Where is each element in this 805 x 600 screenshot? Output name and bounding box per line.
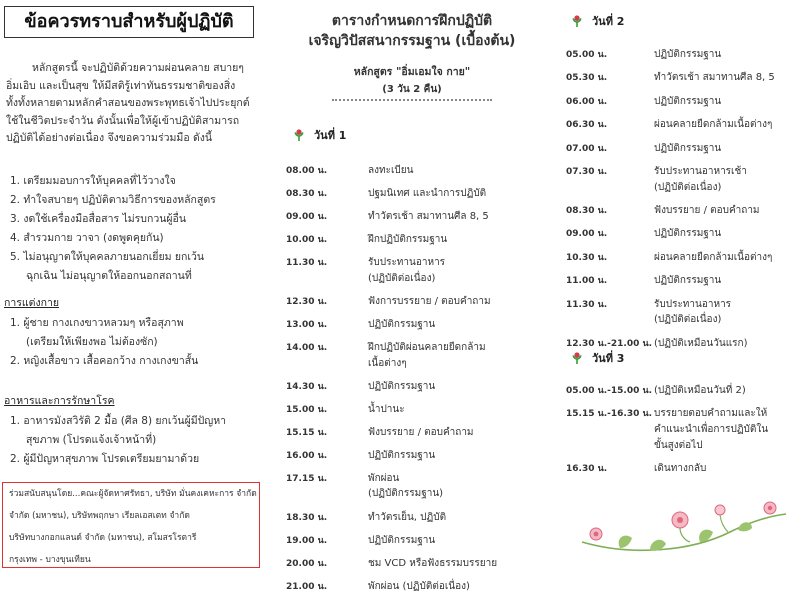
schedule-time: 11.30 น. (286, 258, 328, 269)
dress-list (10, 314, 264, 371)
schedule-time: 06.00 น. (566, 96, 608, 107)
day-3-heading (570, 349, 624, 367)
schedule-time: 12.30 น. (286, 296, 328, 307)
dotted-divider (332, 99, 492, 101)
schedule-time: 14.30 น. (286, 381, 328, 392)
intro-line: อิ่มเอิบ และเป็นสุข ให้มีสติรู้เท่าทันธรรมชาติของสิ่ง (6, 79, 236, 92)
day-1-heading (292, 126, 346, 144)
schedule-time: 12.30 น.-21.00 น. (566, 338, 653, 349)
schedule-time: 19.00 น. (286, 535, 328, 546)
schedule-subtitle: เจริญวิปัสสนากรรมฐาน (เบื้องต้น) (308, 33, 516, 49)
schedule-activity: (ปฏิบัติกรรมฐาน) (368, 488, 444, 500)
schedule-title: ตารางกำหนดการฝึกปฏิบัติ (331, 13, 493, 29)
day-2-label: วันที่ 2 (592, 15, 625, 28)
schedule-activity: ฟังบรรยาย / ตอบคำถาม (368, 426, 474, 438)
day-3-label: วันที่ 3 (592, 352, 625, 365)
schedule-activity: ปฏิบัติกรรมฐาน (368, 449, 436, 461)
schedule-activity: ปฏิบัติกรรมฐาน (368, 319, 436, 330)
schedule-activity: ปฏิบัติกรรมฐาน (368, 534, 436, 546)
schedule-time: 16.00 น. (286, 450, 328, 461)
schedule-activity: เนื้อต่างๆ (368, 357, 407, 369)
schedule-time: 15.00 น. (286, 404, 328, 415)
schedule-activity: เดินทางกลับ (654, 463, 707, 474)
intro-line: หลักสูตรนี้ จะปฏิบัติด้วยความผ่อนคลาย สบายๆ (32, 62, 244, 74)
schedule-activity: ฟังการบรรยาย / ตอบคำถาม (368, 295, 491, 307)
schedule-activity: (ปฏิบัติเหมือนวันแรก) (654, 337, 748, 349)
intro-line: ใช้ในชีวิตประจำวัน ดังนั้นเพื่อให้ผู้เข้าปฏิบัติสามารถ (6, 114, 240, 127)
list-item: 5. ไม่อนุญาตให้บุคคลภายนอกเยี่ยม ยกเว้น ฉุกเฉิน ไม่อนุญาตให้ออกนอกสถานที่ (10, 251, 205, 282)
list-item: 1. อาหารมังสวิรัติ 2 มื้อ (ศีล 8) ยกเว้นผู้มีปัญหา สุขภาพ (โปรดแจ้งเจ้าหน้าที่) (10, 415, 227, 446)
schedule-time: 15.15 น.-16.30 น. (566, 409, 653, 420)
schedule-time: 05.30 น. (566, 73, 608, 84)
schedule-activity: พักผ่อน (368, 473, 400, 484)
schedule-activity: ผ่อนคลายยืดกล้ามเนื้อต่างๆ (654, 251, 773, 263)
schedule-time: 17.15 น. (286, 474, 328, 484)
list-item: 2. หญิงเสื้อขาว เสื้อคอกว้าง กางเกงขาสั้น (10, 355, 199, 367)
page-title: ข้อควรทราบสำหรับผู้ปฏิบัติ (4, 6, 254, 38)
schedule-activity: รับประทานอาหาร (368, 257, 446, 269)
schedule-time: 05.00 น. (566, 50, 608, 60)
list-item: 2. ทำใจสบายๆ ปฏิบัติตามวิธีการของหลักสูตร (10, 194, 216, 206)
schedule-activity: น้ำปานะ (368, 403, 405, 415)
schedule-activity: รับประทานอาหารเช้า (654, 166, 747, 177)
schedule-activity: (ปฏิบัติต่อเนื่อง) (654, 314, 722, 326)
schedule-time: 13.00 น. (286, 320, 328, 330)
schedule-activity: ปฏิบัติกรรมฐาน (368, 380, 436, 392)
schedule-time: 11.00 น. (566, 276, 608, 287)
schedule-activity: ทำวัตรเช้า สมาทานศีล 8, 5 (654, 72, 775, 84)
schedule-time: 10.00 น. (286, 235, 328, 246)
schedule-activity: ปฏิบัติกรรมฐาน (654, 275, 722, 287)
schedule-time: 14.00 น. (286, 343, 328, 354)
schedule-activity: (ปฏิบัติเหมือนวันที่ 2) (654, 385, 746, 396)
intro-line: ปฏิบัติได้อย่างต่อเนื่อง จึงขอความร่วมมือ ดังนี้ (6, 132, 213, 144)
schedule-time: 09.00 น. (286, 212, 328, 223)
schedule-time: 15.15 น. (286, 427, 328, 438)
dress-heading: การแต่งกาย (4, 297, 60, 309)
floral-decoration (580, 498, 790, 556)
course-name: หลักสูตร "อิ่มเอมใจ กาย" (353, 66, 471, 78)
schedule-time: 06.30 น. (566, 120, 608, 131)
schedule-activity: บรรยายตอบคำถามและให้ (654, 408, 768, 420)
list-item: 2. ผู้มีปัญหาสุขภาพ โปรดเตรียมยามาด้วย (10, 453, 200, 465)
food-list (10, 412, 264, 469)
schedule-activity: ชม VCD หรือฟังธรรมบรรยาย (368, 557, 498, 569)
schedule-activity: ขั้นสูงต่อไป (654, 439, 703, 451)
sponsor-note-box (2, 482, 260, 568)
schedule-activity: ผ่อนคลายยืดกล้ามเนื้อต่างๆ (654, 119, 773, 131)
course-duration: (3 วัน 2 คืน) (382, 84, 442, 95)
schedule-activity: ปฏิบัติกรรมฐาน (654, 95, 722, 107)
schedule-activity: ลงทะเบียน (368, 165, 414, 176)
schedule-time: 07.30 น. (566, 167, 608, 177)
schedule-time: 11.30 น. (566, 299, 608, 310)
schedule-time: 07.00 น. (566, 143, 608, 154)
food-heading: อาหารและการรักษาโรค (4, 395, 115, 407)
schedule-activity: (ปฏิบัติต่อเนื่อง) (654, 181, 722, 193)
schedule-activity: ฝึกปฏิบัติผ่อนคลายยืดกล้าม (368, 342, 486, 354)
rules-list (10, 172, 264, 286)
schedule-activity: ฟังบรรยาย / ตอบคำถาม (654, 205, 760, 216)
list-item: 1. เตรียมมอบการให้บุคคลที่ไว้วางใจ (10, 175, 176, 187)
schedule-activity: (ปฏิบัติต่อเนื่อง) (368, 272, 436, 284)
flower-icon (570, 14, 584, 28)
schedule-activity: คำแนะนำเพื่อการปฏิบัติใน (654, 424, 769, 435)
sponsor-line: กรุงเทพ - บางขุนเทียน (9, 555, 91, 565)
schedule-activity: รับประทานอาหาร (654, 298, 732, 310)
day-2-heading (570, 12, 624, 30)
schedule-time: 08.00 น. (286, 166, 328, 176)
schedule-activity: ทำวัตรเย็น, ปฏิบัติ (368, 511, 447, 523)
schedule-time: 18.30 น. (286, 512, 328, 523)
schedule-activity: ปฐมนิเทศ และนำการปฏิบัติ (368, 188, 487, 200)
schedule-activity: ปฏิบัติกรรมฐาน (654, 49, 722, 60)
intro-paragraph (6, 60, 264, 148)
schedule-time: 05.00 น.-15.00 น. (566, 386, 653, 396)
flower-icon (570, 351, 584, 365)
list-item: 4. สำรวมกาย วาจา (งดพูดคุยกัน) (10, 232, 164, 244)
sponsor-line: บริษัทบางกอกแลนด์ จำกัด (มหาชน), สโมสรโรตารี (9, 533, 197, 543)
day-1-label: วันที่ 1 (314, 129, 347, 142)
schedule-time: 21.00 น. (286, 581, 328, 592)
schedule-activity: ปฏิบัติกรรมฐาน (654, 228, 722, 240)
schedule-time: 16.30 น. (566, 464, 608, 474)
schedule-time: 10.30 น. (566, 252, 608, 263)
schedule-time: 09.00 น. (566, 229, 608, 240)
flower-icon (292, 128, 306, 142)
list-item: 3. งดใช้เครื่องมือสื่อสาร ไม่รบกวนผู้อื่น (10, 213, 187, 225)
schedule-activity: พักผ่อน (ปฏิบัติต่อเนื่อง) (368, 580, 470, 592)
list-item: 1. ผู้ชาย กางเกงขาวหลวมๆ หรือสุภาพ (เตรียมให้เพียงพอ ไม่ต้องซัก) (10, 317, 184, 348)
sponsor-line: จำกัด (มหาชน), บริษัทพฤกษา เรียลเอสเตท จำกัด (9, 511, 190, 521)
intro-line: ทั้งทั้งหลายตามหลักคำสอนของพระพุทธเจ้าไปประยุกต์ (6, 97, 250, 109)
schedule-activity: ฝึกปฏิบัติกรรมฐาน (368, 234, 448, 246)
schedule-activity: ทำวัตรเช้า สมาทานศีล 8, 5 (368, 211, 489, 223)
schedule-activity: ปฏิบัติกรรมฐาน (654, 142, 722, 154)
schedule-time: 08.30 น. (286, 189, 328, 200)
schedule-time: 20.00 น. (286, 558, 328, 569)
schedule-time: 08.30 น. (566, 206, 608, 216)
sponsor-line: ร่วมสนับสนุนโดย...คณะผู้จัดหาศรัทธา, บริษัท มั่นคงเคหะการ จำกัด (9, 489, 257, 499)
